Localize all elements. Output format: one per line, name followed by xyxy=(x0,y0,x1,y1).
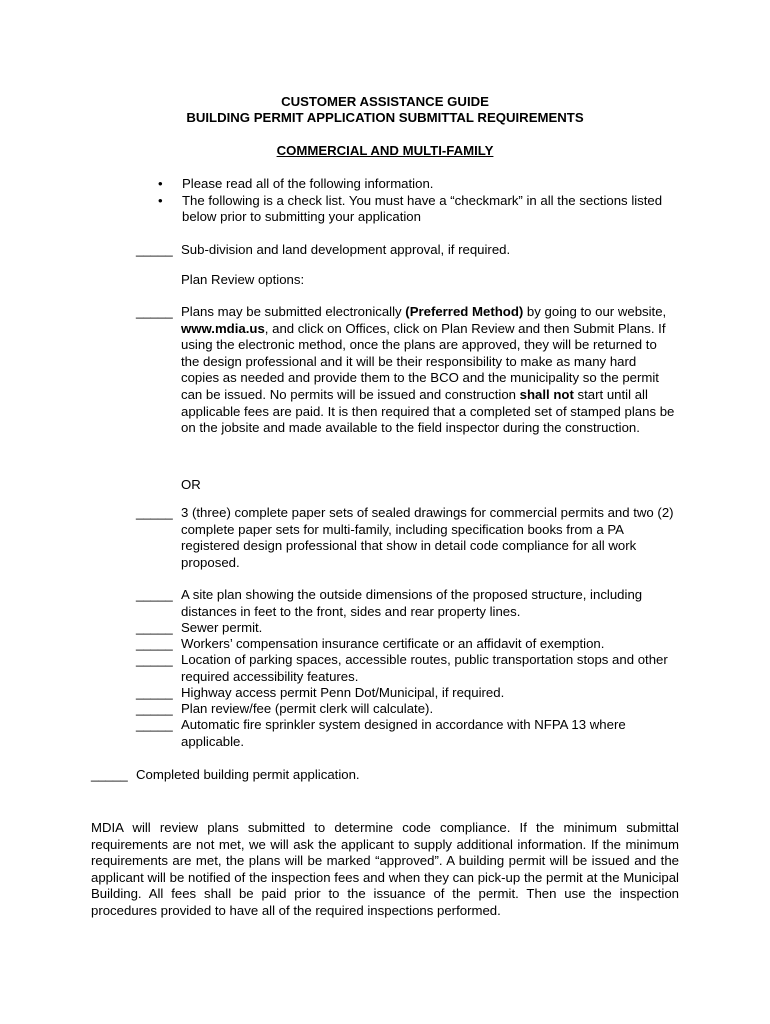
checklist-text: Completed building permit application. xyxy=(136,767,360,782)
document-title: CUSTOMER ASSISTANCE GUIDE xyxy=(281,94,489,109)
text-run: by going to our website, xyxy=(523,304,667,319)
checklist-text: Workers’ compensation insurance certificate or an affidavit of exemption. xyxy=(181,636,605,651)
plan-review-options-label: Plan Review options: xyxy=(181,272,305,287)
section-heading: COMMERCIAL AND MULTI-FAMILY xyxy=(276,143,494,158)
preferred-method-text: (Preferred Method) xyxy=(405,304,524,319)
or-divider: OR xyxy=(181,477,201,492)
text-run: , and click on Offices, click on Plan Review and then Submit Plans. If using the electronic method, once the plans are approved, they will be returned to the design professional and it will be their responsibility to make as many hard copies as needed and provide them to the BCO and the municipality so the permit can be issued. No permits will be issued and construction xyxy=(181,320,666,402)
checklist-text: Plan review/fee (permit clerk will calculate). xyxy=(181,701,434,716)
checklist-text xyxy=(181,304,676,437)
checkbox-blank-line[interactable]: _____ xyxy=(136,652,173,667)
checkbox-blank-line[interactable]: _____ xyxy=(136,685,173,700)
checkbox-blank-line[interactable]: _____ xyxy=(136,620,173,635)
checkbox-blank-line[interactable]: _____ xyxy=(136,505,173,520)
checkbox-blank-line[interactable]: _____ xyxy=(136,304,173,319)
list-item-text: The following is a check list. You must have a “checkmark” in all the sections listed below prior to submitting your application xyxy=(182,192,663,225)
list-item xyxy=(158,176,678,193)
bullet-icon: • xyxy=(158,176,163,191)
bullet-icon: • xyxy=(158,192,163,208)
checklist-text: Location of parking spaces, accessible routes, public transportation stops and other required accessibility features. xyxy=(181,652,668,684)
checklist-item-plan-fee xyxy=(136,701,676,718)
checklist-item-workers-comp xyxy=(136,636,676,653)
checklist-item-highway xyxy=(136,685,676,702)
checklist-item-site-plan xyxy=(136,587,676,620)
closing-paragraph: MDIA will review plans submitted to determine code compliance. If the minimum submittal requirements are not met, we will ask the applicant to supply additional information. If the minimum requirements are met, the plans will be marked “approved”. A building permit will be issued and the applicant will be notified of the inspection fees and when they can pick-up the permit at the Municipal Building. All fees shall be paid prior to the issuance of the permit. Then use the inspection procedures provided to have all of the required inspections performed. xyxy=(91,820,679,918)
website-link[interactable]: www.mdia.us xyxy=(181,320,265,336)
checklist-text: Sewer permit. xyxy=(181,620,263,635)
checklist-text: A site plan showing the outside dimensions of the proposed structure, including distances in feet to the front, sides and rear property lines. xyxy=(181,587,643,619)
checklist-item-completed-application xyxy=(91,767,691,784)
checklist-text: Highway access permit Penn Dot/Municipal, if required. xyxy=(181,685,505,700)
checklist-item-electronic xyxy=(136,304,676,437)
checklist-item-parking xyxy=(136,652,676,685)
emphasis-text: shall not xyxy=(519,386,574,402)
text-run: Plans may be submitted electronically xyxy=(181,304,406,319)
list-item-text: Please read all of the following information. xyxy=(182,176,434,191)
checkbox-blank-line[interactable]: _____ xyxy=(136,587,173,602)
checklist-text: Sub-division and land development approval, if required. xyxy=(181,242,511,257)
checklist-item-subdivision xyxy=(136,242,676,259)
checkbox-blank-line[interactable]: _____ xyxy=(136,701,173,716)
list-item xyxy=(158,193,678,226)
checkbox-blank-line[interactable]: _____ xyxy=(136,242,173,257)
checkbox-blank-line[interactable]: _____ xyxy=(136,636,173,651)
text-run: start until all applicable fees are paid. It is then required that a completed set of stamped plans be on the jobsite and made available to the field inspector during the construction. xyxy=(181,386,675,436)
checklist-item-sewer xyxy=(136,620,676,637)
checklist-text: 3 (three) complete paper sets of sealed drawings for commercial permits and two (2) complete paper sets for multi-family, including specification books from a PA registered design professional that show in detail code compliance for all work proposed. xyxy=(181,505,674,570)
checklist-text: Automatic fire sprinkler system designed in accordance with NFPA 13 where applicable. xyxy=(181,717,626,749)
checklist-item-sprinkler xyxy=(136,717,676,750)
instruction-list xyxy=(158,176,678,226)
checkbox-blank-line[interactable]: _____ xyxy=(136,717,173,732)
document-subtitle: BUILDING PERMIT APPLICATION SUBMITTAL REQUIREMENTS xyxy=(186,110,584,125)
checkbox-blank-line[interactable]: _____ xyxy=(91,767,128,782)
checklist-item-paper-sets xyxy=(136,505,676,571)
